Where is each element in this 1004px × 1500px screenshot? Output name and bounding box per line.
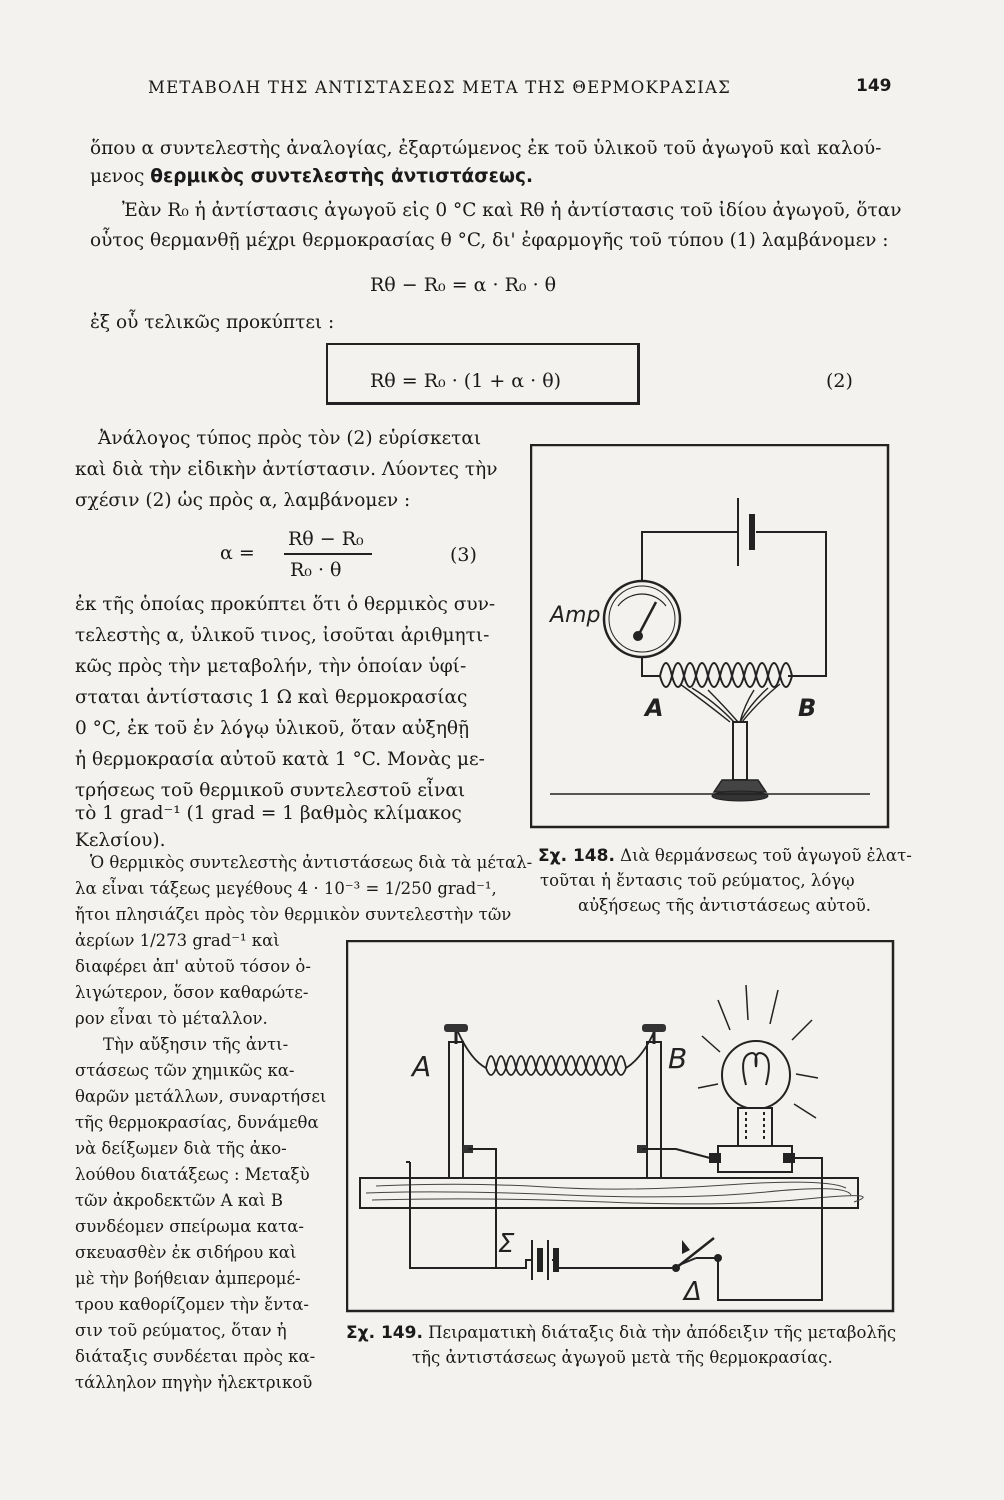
- figure-148: [530, 444, 890, 830]
- running-title: ΜΕΤΑΒΟΛΗ ΤΗΣ ΑΝΤΙΣΤΑΣΕΩΣ ΜΕΤΑ ΤΗΣ ΘΕΡΜΟΚΡΑΣΙΑΣ: [148, 78, 731, 97]
- small-line-7: ρον εἶναι τὸ μέταλλον.: [75, 1009, 268, 1028]
- fig149-caption-number: Σχ. 149.: [346, 1323, 423, 1343]
- small-line-5: διαφέρει ἀπ' αὐτοῦ τόσον ὀ-: [75, 957, 311, 976]
- left-line-3: σχέσιν (2) ὡς πρὸς α, λαμβάνομεν :: [75, 490, 411, 511]
- small-line-2: λα εἶναι τάξεως μεγέθους 4 · 10⁻³ = 1/250 grad⁻¹,: [75, 879, 497, 898]
- battery-symbol: [738, 498, 752, 566]
- switch-delta-label: Δ: [684, 1277, 702, 1307]
- equation-2: Rθ = R₀ · (1 + α · θ): [370, 370, 562, 392]
- equation-3-denominator: R₀ · θ: [290, 559, 342, 581]
- fig149-caption-line-1: [346, 1325, 896, 1342]
- intro-line-2-text: μενος: [90, 166, 151, 187]
- small-line-3: ἤτοι πλησιάζει πρὸς τὸν θερμικὸν συντελεστὴν τῶν: [75, 905, 512, 924]
- left-line-12: Κελσίου).: [75, 830, 166, 851]
- para-line-3: θαρῶν μετάλλων, συναρτήσει: [75, 1087, 327, 1106]
- figure-148-frame: [531, 445, 888, 827]
- small-line-4: ἀερίων 1/273 grad⁻¹ καὶ: [75, 931, 280, 950]
- fig148-caption-line-3: αὐξήσεως τῆς ἀντιστάσεως αὐτοῦ.: [578, 896, 871, 915]
- fig148-caption-text-1: Διὰ θερμάνσεως τοῦ ἀγωγοῦ ἐλατ-: [620, 846, 912, 865]
- terminal-b-label: B: [668, 1042, 688, 1075]
- intro-line-1: ὅπου α συντελεστὴς ἀναλογίας, ἐξαρτώμενος ἐκ τοῦ ὑλικοῦ τοῦ ἀγωγοῦ καὶ καλού-: [90, 138, 882, 159]
- wooden-board: [360, 1178, 863, 1208]
- para-line-6: λούθου διατάξεως : Μεταξὺ: [75, 1165, 310, 1184]
- para-line-5: νὰ δείξωμεν διὰ τῆς ἀκο-: [75, 1139, 287, 1158]
- equation-1: Rθ − R₀ = α · R₀ · θ: [370, 274, 557, 296]
- switch-delta: [672, 1238, 722, 1272]
- para-line-8: συνδέομεν σπείρωμα κατα-: [75, 1217, 304, 1236]
- burner-stand: [550, 722, 870, 801]
- para-line-10: μὲ τὴν βοήθειαν ἀμπερομέ-: [75, 1269, 301, 1288]
- terminal-a-post: [444, 1024, 473, 1180]
- fig148-caption-number: Σχ. 148.: [538, 846, 615, 866]
- page-number: 149: [856, 76, 892, 96]
- fig149-caption-line-2: τῆς ἀντιστάσεως ἀγωγοῦ μετὰ τῆς θερμοκρασίας.: [412, 1348, 833, 1367]
- para-line-13: διάταξις συνδέεται πρὸς κα-: [75, 1347, 316, 1366]
- para-line-4: τῆς θερμοκρασίας, δυνάμεθα: [75, 1113, 319, 1132]
- left-line-7: σταται ἀντίστασις 1 Ω καὶ θερμοκρασίας: [75, 687, 468, 708]
- light-bulb: [710, 1041, 794, 1172]
- terminal-b-label: B: [798, 694, 817, 722]
- para-line-2: στάσεως τῶν χημικῶς κα-: [75, 1061, 295, 1080]
- from-which-line: ἐξ οὗ τελικῶς προκύπτει :: [90, 312, 335, 333]
- para-line-11: τρου καθορίζομεν τὴν ἔντα-: [75, 1295, 309, 1314]
- iron-coil: [458, 1032, 654, 1075]
- para-line-9: σκευασθὲν ἐκ σιδήρου καὶ: [75, 1243, 297, 1262]
- terminal-a-label: A: [412, 1050, 432, 1083]
- para-line-1: Τὴν αὔξησιν τῆς ἀντι-: [103, 1035, 289, 1054]
- terminal-b-post: [637, 1024, 666, 1180]
- left-line-5: τελεστὴς α, ὑλικοῦ τινος, ἰσοῦται ἀριθμητι-: [75, 625, 490, 646]
- fig148-caption-line-2: τοῦται ἡ ἔντασις τοῦ ρεύματος, λόγῳ: [540, 871, 855, 890]
- burner-flame: [680, 684, 780, 722]
- left-line-10: τρήσεως τοῦ θερμικοῦ συντελεστοῦ εἶναι: [75, 780, 466, 801]
- battery-sigma-label: Σ: [498, 1229, 515, 1259]
- intro-line-4: οὗτος θερμανθῇ μέχρι θερμοκρασίας θ °C, δι' ἐφαρμογῆς τοῦ τύπου (1) λαμβάνομεν :: [90, 230, 889, 251]
- para-line-7: τῶν ἀκροδεκτῶν Α καὶ Β: [75, 1191, 284, 1210]
- left-line-8: 0 °C, ἐκ τοῦ ἐν λόγῳ ὑλικοῦ, ὅταν αὐξηθῇ: [75, 718, 470, 739]
- equation-3-label: (3): [450, 544, 477, 566]
- small-line-1: Ὁ θερμικὸς συντελεστὴς ἀντιστάσεως διὰ τὰ μέταλ-: [90, 853, 533, 872]
- left-line-9: ἡ θερμοκρασία αὐτοῦ κατὰ 1 °C. Μονὰς με-: [75, 749, 485, 770]
- figure-149: [346, 940, 896, 1315]
- equation-2-label: (2): [826, 370, 853, 392]
- intro-line-2: [90, 168, 533, 187]
- para-line-14: τάλληλον πηγὴν ἠλεκτρικοῦ: [75, 1373, 313, 1392]
- equation-3-numerator: Rθ − R₀: [288, 528, 364, 550]
- para-line-12: σιν τοῦ ρεύματος, ὅταν ἡ: [75, 1321, 287, 1340]
- term-bold: θερμικὸς συντελεστὴς ἀντιστάσεως.: [150, 166, 533, 187]
- left-line-2: καὶ διὰ τὴν εἰδικὴν ἀντίστασιν. Λύοντες τὴν: [75, 459, 498, 480]
- intro-line-3: Ἐὰν R₀ ἡ ἀντίστασις ἀγωγοῦ εἰς 0 °C καὶ Rθ ἡ ἀντίστασις τοῦ ἰδίου ἀγωγοῦ, ὅταν: [122, 200, 902, 221]
- equation-3-lhs: α =: [220, 542, 255, 564]
- small-line-6: λιγώτερον, ὅσον καθαρώτε-: [75, 983, 309, 1002]
- left-line-1: Ἀνάλογος τύπος πρὸς τὸν (2) εὑρίσκεται: [98, 428, 482, 449]
- left-line-4: ἐκ τῆς ὁποίας προκύπτει ὅτι ὁ θερμικὸς συν-: [75, 594, 496, 615]
- left-line-6: κῶς πρὸς τὴν μεταβολήν, τὴν ὁποίαν ὑφί-: [75, 656, 467, 677]
- ammeter: [604, 581, 680, 657]
- fig149-caption-text-1: Πειραματικὴ διάταξις διὰ τὴν ἀπόδειξιν τῆς μεταβολῆς: [428, 1323, 897, 1342]
- equation-3-fraction-bar: [284, 553, 372, 555]
- left-line-11: τὸ 1 grad⁻¹ (1 grad = 1 βαθμὸς κλίμακος: [75, 803, 462, 824]
- figure-149-frame: [347, 941, 893, 1311]
- ammeter-label: Amp: [550, 603, 601, 628]
- fig148-caption-line-1: [538, 848, 912, 865]
- terminal-a-label: A: [645, 694, 664, 722]
